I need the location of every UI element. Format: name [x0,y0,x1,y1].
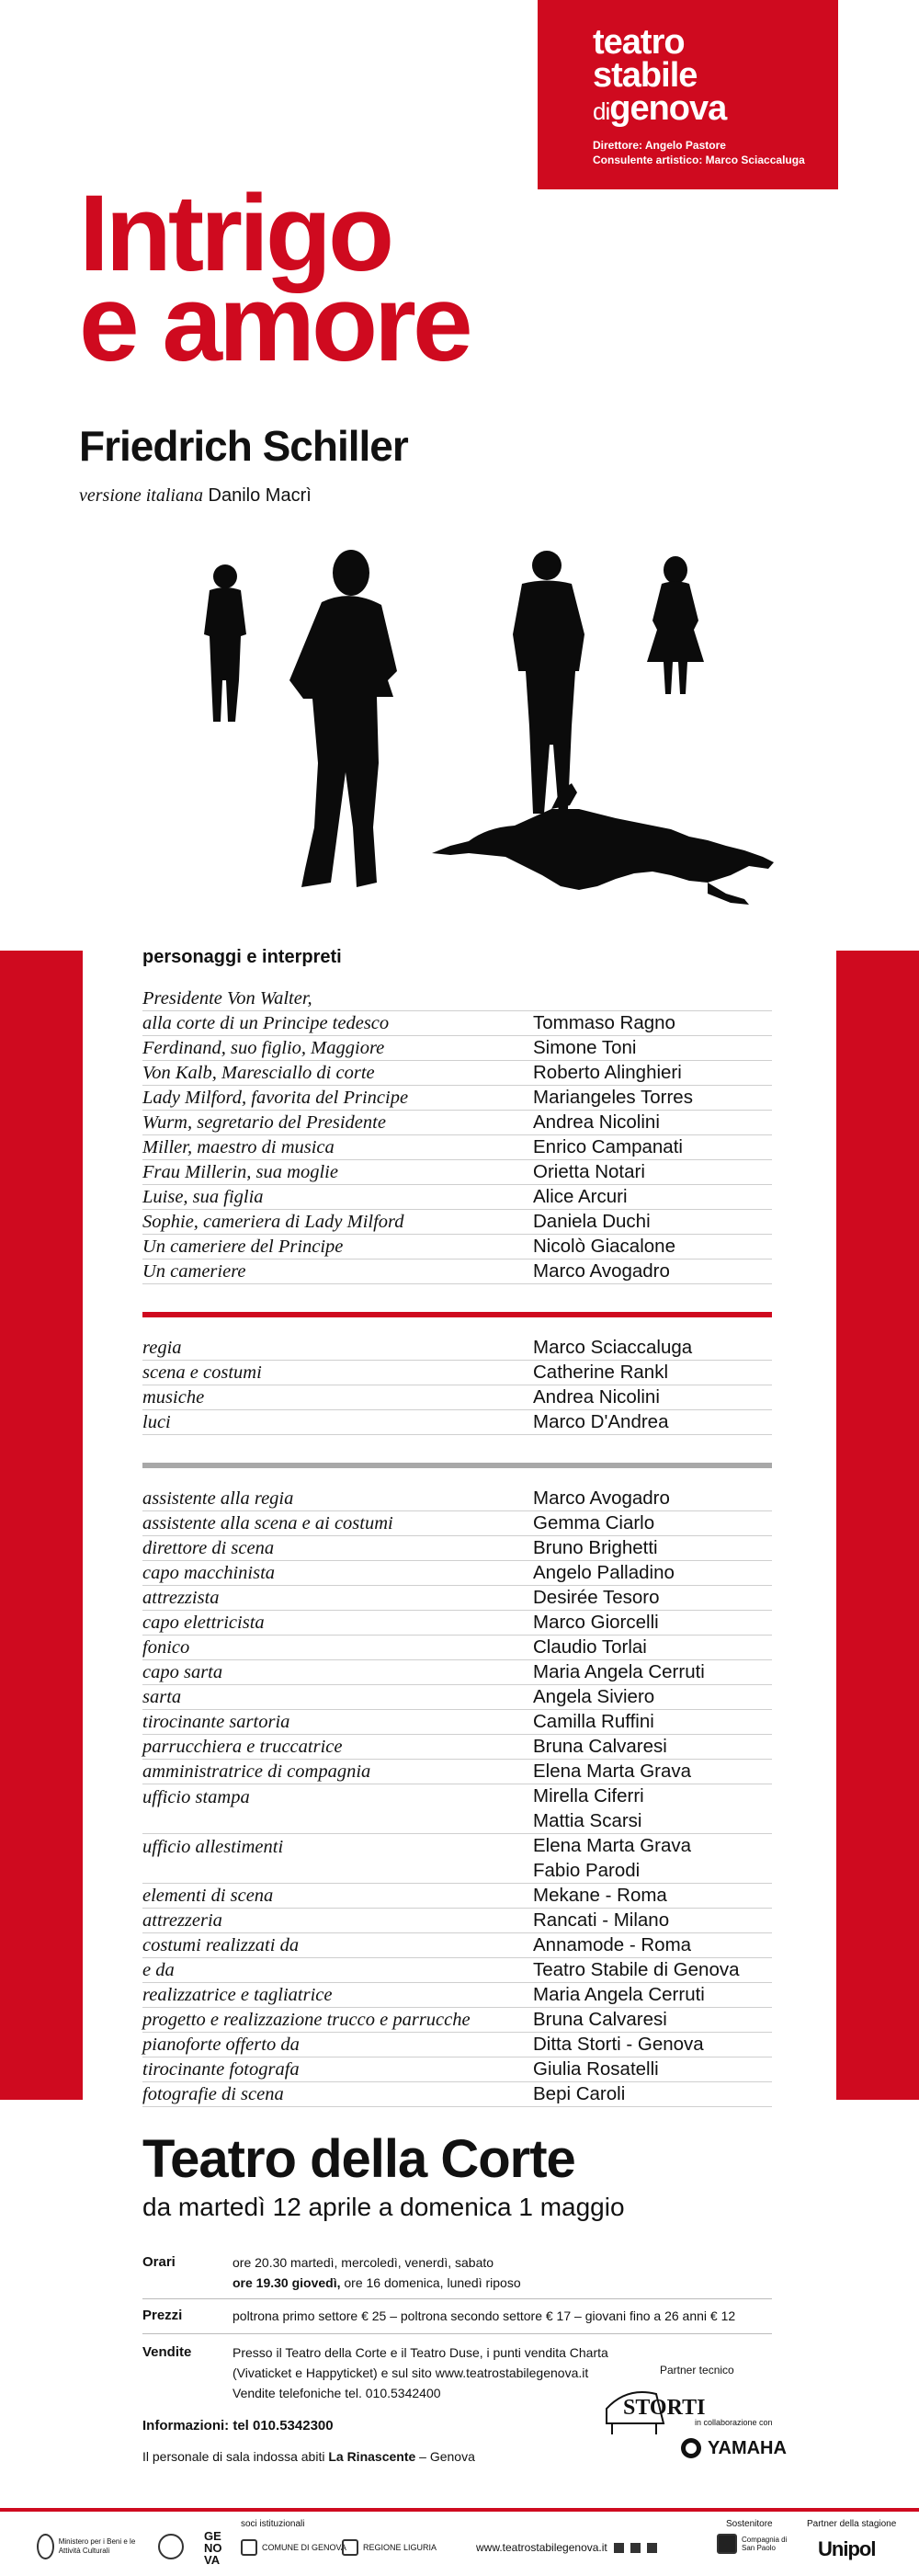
staff-row [142,1660,772,1685]
cast-role: Ferdinand, suo figlio, Maggiore [142,1038,385,1058]
staff-role: ufficio stampa [142,1787,250,1807]
staff-row [142,1611,772,1636]
staff-row [142,1586,772,1611]
staff-name: Teatro Stabile di Genova [533,1959,740,1980]
logo-line-3 [593,89,727,128]
staff-role: amministratrice di compagnia [142,1761,371,1782]
staff-name: Angela Siviero [533,1686,655,1707]
staff-name-2: Mattia Scarsi [533,1810,642,1831]
cast-role: alla corte di un Principe tedesco [142,1013,390,1033]
staff-name: Mekane - Roma [533,1885,667,1906]
cast-role: Un cameriere del Principe [142,1237,344,1257]
staff-role: progetto e realizzazione trucco e parrucche [142,2010,471,2030]
storti-yamaha-logo [599,2383,787,2462]
staff-role: tirocinante sartoria [142,1712,290,1732]
creative-row [142,1410,772,1435]
staff-name: Maria Angela Cerruti [533,1984,705,2005]
decorative-sidebar-right [836,951,919,2100]
translation-credit [79,485,312,507]
comune-text: COMUNE DI GENOVA [262,2543,346,2552]
footer-rule [0,2508,919,2512]
title-line-2: e amore [79,263,470,384]
cast-name: Alice Arcuri [533,1186,628,1207]
cast-row [142,1185,772,1210]
staff-row [142,1884,772,1909]
season-partner-label: Partner della stagione [807,2519,897,2529]
staff-name: Angelo Palladino [533,1562,675,1583]
cast-row [142,1111,772,1135]
youtube-icon[interactable] [647,2543,657,2553]
staff-name: Bepi Caroli [533,2083,626,2104]
regione-logo [342,2539,437,2556]
cast-heading: personaggi e interpreti [142,947,342,967]
creative-name: Marco Sciaccaluga [533,1337,693,1358]
creative-name: Catherine Rankl [533,1362,668,1383]
staff-role: capo elettricista [142,1613,265,1633]
creative-row [142,1336,772,1361]
staff-role: direttore di scena [142,1538,275,1558]
cast-role: Luise, sua figlia [142,1187,264,1207]
cast-row [142,1260,772,1284]
technical-partner-label: Partner tecnico [660,2364,734,2377]
staff-role: fotografie di scena [142,2084,284,2104]
author: Friedrich Schiller [79,422,408,470]
staff-name: Annamode - Roma [533,1934,692,1955]
schedule-line-2 [233,2273,521,2293]
cast-row [142,1210,772,1235]
website-block [476,2541,657,2554]
staff-row [142,1536,772,1561]
staff-role: tirocinante fotografa [142,2059,300,2080]
staff-row [142,2033,772,2057]
title-line-1: Intrigo [79,173,391,294]
staff-row [142,2057,772,2082]
staff-name: Bruno Brighetti [533,1537,658,1558]
cast-row [142,1011,772,1036]
cast-role: Wurm, segretario del Presidente [142,1112,386,1133]
cast-name: Enrico Campanati [533,1136,683,1157]
cast-role: Un cameriere [142,1261,246,1282]
cast-name: Marco Avogadro [533,1260,670,1282]
staff-role: pianoforte offerto da [142,2035,300,2055]
staff-clothing-note [142,2449,475,2464]
logo-line-2: stabile [593,56,698,95]
staff-role: attrezzeria [142,1910,222,1931]
staff-role: sarta [142,1687,182,1707]
staff-name: Claudio Torlai [533,1636,647,1658]
info-divider [142,2298,772,2299]
staff-name: Marco Giorcelli [533,1612,659,1633]
cast-name: Tommaso Ragno [533,1012,675,1033]
divider-grey [142,1463,772,1468]
note-pre: Il personale di sala indossa abiti [142,2449,329,2464]
cast-name: Daniela Duchi [533,1211,651,1232]
municipal-emblem [158,2534,184,2559]
sales-line-3: Vendite telefoniche tel. 010.5342400 [233,2386,441,2400]
staff-name: Maria Angela Cerruti [533,1661,705,1682]
staff-row [142,1958,772,1983]
sales-line-1: Presso il Teatro della Corte e il Teatro Duse, i punti vendita Charta [233,2345,608,2360]
staff-name-1: Mirella Ciferri [533,1785,644,1807]
staff-role: fonico [142,1637,190,1658]
silhouette-man-large [289,550,397,887]
director-line: Direttore: Angelo Pastore [593,139,726,152]
collab-text: in collaborazione con [695,2418,773,2427]
facebook-icon[interactable] [614,2543,624,2553]
staff-role: capo sarta [142,1662,223,1682]
ministry-emblem-icon [37,2534,54,2559]
staff-row [142,1487,772,1511]
staff-role: realizzatrice e tagliatrice [142,1985,333,2005]
cast-name: Nicolò Giacalone [533,1236,675,1257]
prices-block [142,2306,772,2331]
schedule-block [142,2252,772,2298]
website-link[interactable]: www.teatrostabilegenova.it [476,2541,607,2554]
genova-logo [204,2530,222,2566]
unipol-text: Unipol [818,2537,876,2560]
staff-row [142,1834,772,1884]
compagnia-logo [717,2534,788,2554]
run-dates: da martedì 12 aprile a domenica 1 maggio [142,2193,625,2221]
cast-row [142,1135,772,1160]
creative-table [142,1336,772,1435]
ministry-logo [37,2534,138,2559]
twitter-icon[interactable] [630,2543,641,2553]
staff-row [142,1933,772,1958]
staff-row [142,1909,772,1933]
unipol-logo [818,2537,875,2561]
staff-name: Bruna Calvaresi [533,2009,667,2030]
staff-row [142,1685,772,1710]
staff-name: Bruna Calvaresi [533,1736,667,1757]
ministry-text: Ministero per i Beni e le Attività Culturali [58,2537,136,2555]
regione-crest-icon [342,2539,358,2556]
cast-row [142,1061,772,1086]
staff-name [533,1833,691,1883]
info-divider [142,2333,772,2334]
creative-row [142,1385,772,1410]
staff-name-1: Elena Marta Grava [533,1835,692,1856]
creative-role: musiche [142,1387,205,1408]
credits-list [142,947,772,2107]
schedule-label: Orari [142,2254,176,2270]
staff-role: e da [142,1960,175,1980]
staff-name: Camilla Ruffini [533,1711,654,1732]
staff-role: elementi di scena [142,1886,274,1906]
venue-name: Teatro della Corte [142,2129,575,2189]
staff-name: Rancati - Milano [533,1909,670,1931]
storti-text: STORTI [623,2396,706,2420]
cast-row [142,1086,772,1111]
logo-di: di [593,97,610,125]
logo-credits [593,138,805,167]
cast-name: Andrea Nicolini [533,1111,660,1133]
staff-name: Gemma Ciarlo [533,1512,655,1533]
note-brand: La Rinascente [328,2449,416,2464]
divider-red [142,1312,772,1317]
staff-row [142,1983,772,2008]
cast-name: Roberto Alinghieri [533,1062,682,1083]
cast-name: Simone Toni [533,1037,637,1058]
staff-name: Elena Marta Grava [533,1761,692,1782]
creative-row [142,1361,772,1385]
staff-row [142,1511,772,1536]
staff-name-2: Fabio Parodi [533,1860,641,1881]
creative-name: Andrea Nicolini [533,1386,660,1408]
cast-name: Orietta Notari [533,1161,645,1182]
institutional-label: soci istituzionali [241,2519,305,2529]
theatre-logo [538,0,838,189]
creative-role: luci [142,1412,171,1432]
staff-name: Marco Avogadro [533,1487,670,1509]
staff-role: capo macchinista [142,1563,276,1583]
compagnia-icon [717,2534,737,2554]
schedule-thursday: ore 19.30 giovedì, [233,2275,341,2290]
version-label: versione italiana [79,485,203,506]
schedule-line-1: ore 20.30 martedì, mercoledì, venerdì, sabato [233,2255,494,2270]
cast-row [142,1235,772,1260]
cast-role: Miller, maestro di musica [142,1137,335,1157]
staff-role: assistente alla regia [142,1488,294,1509]
note-post: – Genova [415,2449,475,2464]
silhouette-woman-lying [432,783,774,905]
staff-row [142,1784,772,1834]
cast-role: Frau Millerin, sua moglie [142,1162,338,1182]
info-phone: Informazioni: tel 010.5342300 [142,2418,334,2434]
comune-logo [241,2539,346,2556]
genova-emblem-icon [158,2534,184,2559]
cast-row [142,986,772,1011]
staff-row [142,1760,772,1784]
staff-row [142,1636,772,1660]
staff-role: costumi realizzati da [142,1935,300,1955]
silhouette-man-coat [513,551,584,814]
cast-role: Presidente Von Walter, [142,988,312,1009]
staff-name: Desirée Tesoro [533,1587,660,1608]
silhouettes-illustration [156,533,818,929]
logo-genova: genova [609,89,727,128]
yamaha-text: YAMAHA [708,2438,787,2458]
cast-role: Sophie, cameriera di Lady Milford [142,1212,404,1232]
creative-role: regia [142,1338,182,1358]
logo-line-1: teatro [593,23,685,62]
cast-role: Von Kalb, Maresciallo di corte [142,1063,375,1083]
staff-role: ufficio allestimenti [142,1837,284,1857]
silhouette-woman-standing [647,556,704,694]
creative-name: Marco D'Andrea [533,1411,669,1432]
compagnia-text: Compagnia di San Paolo [742,2536,788,2552]
creative-role: scena e costumi [142,1362,262,1383]
staff-row [142,2082,772,2107]
play-title [79,173,470,384]
staff-name: Giulia Rosatelli [533,2058,659,2080]
regione-text: REGIONE LIGURIA [363,2543,437,2552]
cast-row [142,1036,772,1061]
staff-row [142,2008,772,2033]
staff-role: assistente alla scena e ai costumi [142,1513,393,1533]
cast-name: Mariangeles Torres [533,1087,693,1108]
prices-label: Prezzi [142,2308,183,2323]
staff-role: parrucchiera e truccatrice [142,1737,343,1757]
supporter-label: Sostenitore [726,2519,773,2529]
staff-row [142,1710,772,1735]
sales-label: Vendite [142,2344,192,2360]
cast-role: Lady Milford, favorita del Principe [142,1088,409,1108]
prices-text: poltrona primo settore € 25 – poltrona secondo settore € 17 – giovani fino a 26 anni € 12 [233,2308,736,2323]
decorative-sidebar-left [0,951,83,2100]
sponsor-footer [0,2517,919,2576]
consultant-line: Consulente artistico: Marco Sciaccaluga [593,154,805,166]
staff-name [533,1784,644,1833]
cast-row [142,1160,772,1185]
sales-line-2: (Vivaticket e Happyticket) e sul sito www.teatrostabilegenova.it [233,2365,589,2380]
genova-mark-icon: GE NO VA [204,2529,222,2567]
staff-table [142,1487,772,2107]
silhouette-man-left [204,564,246,722]
staff-name: Ditta Storti - Genova [533,2034,704,2055]
staff-role: attrezzista [142,1588,220,1608]
schedule-rest: ore 16 domenica, lunedì riposo [340,2275,521,2290]
comune-crest-icon [241,2539,257,2556]
cast-table [142,986,772,1284]
translator: Danilo Macrì [208,485,312,506]
staff-row [142,1561,772,1586]
staff-row [142,1735,772,1760]
